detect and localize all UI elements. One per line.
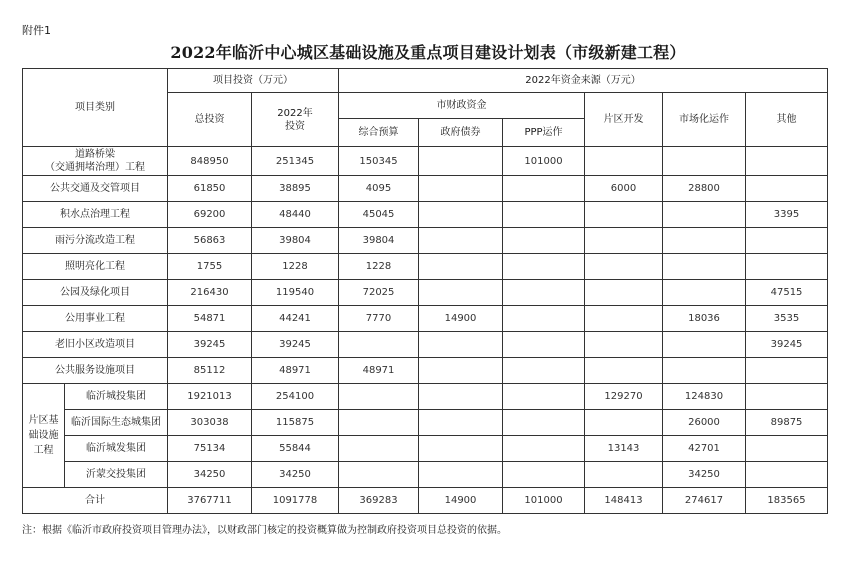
cell-budget: 72025	[339, 280, 419, 306]
cell-budget: 48971	[339, 358, 419, 384]
header-district-dev: 片区开发	[585, 93, 663, 147]
cell-district: 129270	[585, 384, 663, 410]
cell-market	[663, 358, 746, 384]
table-row	[23, 202, 828, 228]
row-name: 沂蒙交投集团	[65, 462, 168, 488]
cell-bonds	[419, 280, 503, 306]
header-investment-group: 项目投资（万元）	[168, 69, 339, 93]
row-name: 临沂城发集团	[65, 436, 168, 462]
cell-ppp	[503, 306, 585, 332]
cell-ppp	[503, 280, 585, 306]
cell-other: 47515	[746, 280, 828, 306]
cell-budget: 150345	[339, 147, 419, 176]
total-row	[23, 488, 828, 514]
cell-ppp	[503, 202, 585, 228]
table-row	[23, 358, 828, 384]
cell-2022: 254100	[252, 384, 339, 410]
cell-ppp	[503, 384, 585, 410]
header-total-investment: 总投资	[168, 93, 252, 147]
table-row	[23, 228, 828, 254]
cell-budget	[339, 332, 419, 358]
cell-market	[663, 202, 746, 228]
plan-table	[22, 68, 828, 514]
cell-district	[585, 332, 663, 358]
cell-2022: 1091778	[252, 488, 339, 514]
cell-bonds	[419, 436, 503, 462]
cell-ppp	[503, 462, 585, 488]
row-name: 积水点治理工程	[23, 202, 168, 228]
table-row	[23, 332, 828, 358]
cell-2022: 39804	[252, 228, 339, 254]
table-row	[23, 436, 828, 462]
row-name: 雨污分流改造工程	[23, 228, 168, 254]
cell-ppp	[503, 410, 585, 436]
table-row	[23, 147, 828, 176]
cell-2022: 119540	[252, 280, 339, 306]
cell-bonds	[419, 410, 503, 436]
cell-other	[746, 436, 828, 462]
cell-other	[746, 228, 828, 254]
cell-budget: 39804	[339, 228, 419, 254]
cell-budget	[339, 436, 419, 462]
cell-bonds: 14900	[419, 306, 503, 332]
row-name: 公共交通及交管项目	[23, 176, 168, 202]
cell-other	[746, 147, 828, 176]
cell-bonds	[419, 228, 503, 254]
row-name: 老旧小区改造项目	[23, 332, 168, 358]
cell-budget: 369283	[339, 488, 419, 514]
cell-district	[585, 228, 663, 254]
cell-total: 1921013	[168, 384, 252, 410]
table-row	[23, 410, 828, 436]
cell-ppp	[503, 228, 585, 254]
row-name: 临沂国际生态城集团	[65, 410, 168, 436]
cell-bonds	[419, 358, 503, 384]
cell-other: 183565	[746, 488, 828, 514]
cell-market	[663, 332, 746, 358]
cell-other	[746, 462, 828, 488]
cell-district: 13143	[585, 436, 663, 462]
table-row	[23, 384, 828, 410]
cell-total: 54871	[168, 306, 252, 332]
cell-budget: 4095	[339, 176, 419, 202]
cell-2022: 55844	[252, 436, 339, 462]
cell-total: 3767711	[168, 488, 252, 514]
cell-ppp: 101000	[503, 488, 585, 514]
cell-total: 848950	[168, 147, 252, 176]
cell-2022: 34250	[252, 462, 339, 488]
cell-2022: 39245	[252, 332, 339, 358]
cell-market	[663, 228, 746, 254]
cell-2022: 48971	[252, 358, 339, 384]
cell-market: 18036	[663, 306, 746, 332]
header-funding-group: 2022年资金来源（万元）	[339, 69, 828, 93]
table-row	[23, 254, 828, 280]
cell-bonds: 14900	[419, 488, 503, 514]
cell-budget: 45045	[339, 202, 419, 228]
cell-budget	[339, 462, 419, 488]
cell-ppp	[503, 358, 585, 384]
cell-other: 3535	[746, 306, 828, 332]
cell-district	[585, 410, 663, 436]
row-name: 道路桥梁 （交通拥堵治理）工程	[23, 147, 168, 176]
row-name: 照明亮化工程	[23, 254, 168, 280]
cell-2022: 1228	[252, 254, 339, 280]
cell-ppp	[503, 436, 585, 462]
table-row	[23, 462, 828, 488]
cell-district	[585, 280, 663, 306]
cell-total: 56863	[168, 228, 252, 254]
cell-market	[663, 280, 746, 306]
cell-total: 34250	[168, 462, 252, 488]
cell-total: 61850	[168, 176, 252, 202]
cell-total: 75134	[168, 436, 252, 462]
cell-total: 85112	[168, 358, 252, 384]
page-title: 2022年临沂中心城区基础设施及重点项目建设计划表（市级新建工程）	[170, 43, 686, 62]
row-name: 公共服务设施项目	[23, 358, 168, 384]
cell-bonds	[419, 332, 503, 358]
footnote: 注：根据《临沂市政府投资项目管理办法》，以财政部门核定的投资概算做为控制政府投资项目总投资的依据。	[22, 525, 507, 536]
cell-bonds	[419, 147, 503, 176]
header-ppp: PPP运作	[503, 119, 585, 147]
cell-market: 42701	[663, 436, 746, 462]
cell-bonds	[419, 254, 503, 280]
row-name: 公园及绿化项目	[23, 280, 168, 306]
cell-bonds	[419, 384, 503, 410]
cell-market: 28800	[663, 176, 746, 202]
cell-budget	[339, 384, 419, 410]
cell-district	[585, 306, 663, 332]
cell-district	[585, 147, 663, 176]
cell-2022: 251345	[252, 147, 339, 176]
cell-total: 216430	[168, 280, 252, 306]
cell-market: 26000	[663, 410, 746, 436]
cell-other	[746, 384, 828, 410]
cell-district: 148413	[585, 488, 663, 514]
cell-district	[585, 462, 663, 488]
cell-market: 124830	[663, 384, 746, 410]
cell-other: 89875	[746, 410, 828, 436]
cell-other	[746, 358, 828, 384]
cell-bonds	[419, 462, 503, 488]
header-category: 项目类别	[23, 69, 168, 147]
header-gov-bonds: 政府债券	[419, 119, 503, 147]
header-other: 其他	[746, 93, 828, 147]
cell-other: 3395	[746, 202, 828, 228]
attachment-label: 附件1	[22, 24, 51, 37]
cell-bonds	[419, 176, 503, 202]
cell-2022: 44241	[252, 306, 339, 332]
cell-2022: 38895	[252, 176, 339, 202]
cell-budget: 7770	[339, 306, 419, 332]
table-row	[23, 280, 828, 306]
cell-district: 6000	[585, 176, 663, 202]
cell-total: 39245	[168, 332, 252, 358]
cell-total: 303038	[168, 410, 252, 436]
cell-budget	[339, 410, 419, 436]
cell-other	[746, 254, 828, 280]
row-name: 临沂城投集团	[65, 384, 168, 410]
cell-2022: 48440	[252, 202, 339, 228]
row-name: 公用事业工程	[23, 306, 168, 332]
cell-total: 69200	[168, 202, 252, 228]
cell-ppp	[503, 254, 585, 280]
cell-other: 39245	[746, 332, 828, 358]
cell-ppp	[503, 176, 585, 202]
cell-total: 1755	[168, 254, 252, 280]
row-name: 合计	[23, 488, 168, 514]
header-market-ops: 市场化运作	[663, 93, 746, 147]
header-city-finance: 市财政资金	[339, 93, 585, 119]
table-row	[23, 306, 828, 332]
table-row	[23, 176, 828, 202]
cell-ppp	[503, 332, 585, 358]
cell-budget: 1228	[339, 254, 419, 280]
cell-bonds	[419, 202, 503, 228]
cell-market	[663, 147, 746, 176]
district-group-label: 片区基础设施工程	[23, 384, 65, 488]
header-comprehensive-budget: 综合预算	[339, 119, 419, 147]
header-investment-2022: 2022年 投资	[252, 93, 339, 147]
cell-ppp: 101000	[503, 147, 585, 176]
cell-district	[585, 358, 663, 384]
cell-other	[746, 176, 828, 202]
cell-district	[585, 202, 663, 228]
cell-market	[663, 254, 746, 280]
cell-market: 34250	[663, 462, 746, 488]
cell-district	[585, 254, 663, 280]
cell-market: 274617	[663, 488, 746, 514]
cell-2022: 115875	[252, 410, 339, 436]
